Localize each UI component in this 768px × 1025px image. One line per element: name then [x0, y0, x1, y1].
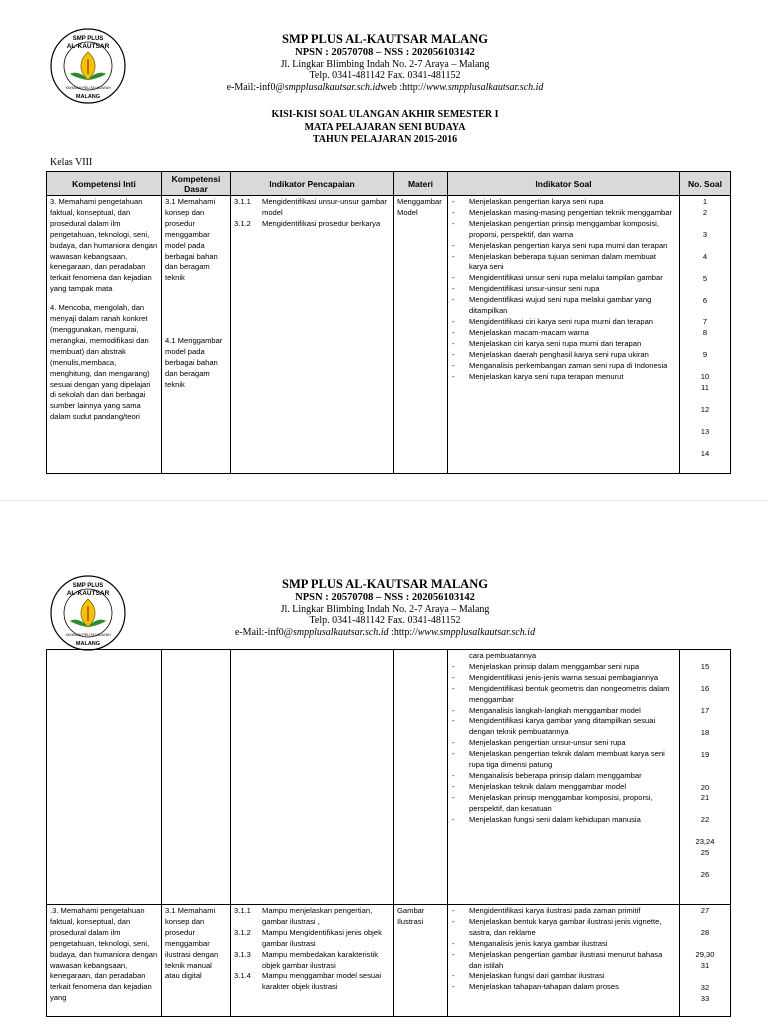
- table-row: [47, 196, 731, 474]
- list-item: - Mengidentifikasi karya gambar yang ditampilkan sesuai dengan teknik pembuatannya: [451, 716, 676, 738]
- logo-bottom-text: MALANG: [75, 94, 101, 100]
- grid-table-page-2: [46, 649, 731, 1017]
- document-title: KISI-KISI SOAL ULANGAN AKHIR SEMESTER I MATA PELAJARAN SENI BUDAYA TAHUN PELAJARAN 2015-2016: [271, 109, 499, 145]
- web-link[interactable]: www.smpplusalkautsar.sch.id: [426, 81, 544, 93]
- phone-line: Telp. 0341-481142 Fax. 0341-481152: [309, 615, 461, 626]
- table-header-row: [47, 172, 731, 196]
- logo-top-text: SMP PLUS: [72, 36, 104, 42]
- list-item: - Menganalisis langkah-langkah menggambar model: [451, 706, 676, 717]
- ki-cell: [47, 196, 162, 474]
- ip-item: 3.1.1 Mampu menjelaskan pengertian, gambar ilustrasi ,: [234, 906, 373, 926]
- list-item: - Mengidentifikasi unsur seni rupa melalui tampilan gambar: [451, 273, 676, 284]
- ip-item: 3.1.4 Mampu menggambar model sesuai karakter objek ilustrasi: [234, 971, 382, 992]
- contact-line: e-Mail:-inf0@smpplusalkautsar.sch.idweb :http://www.smpplusalkautsar.sch.id: [226, 81, 544, 93]
- materi-cell: Gambar Ilustrasi: [394, 905, 448, 1017]
- class-label: Kelas VIII: [50, 157, 93, 168]
- ip-item: 3.1.2 Mengidentifikasi prosedur berkarya: [234, 218, 381, 228]
- list-item: - Menjelaskan teknik dalam menggambar model: [451, 782, 676, 793]
- col-no-soal: No. Soal: [680, 172, 731, 196]
- document-page-1: [0, 0, 768, 490]
- list-item: - Mengidentifikasi ciri karya seni rupa murni dan terapan: [451, 317, 676, 328]
- materi-cell: Menggambar Model: [394, 196, 448, 474]
- svg-text:AL-KAUTSAR: AL-KAUTSAR: [66, 590, 110, 597]
- ip-cell: [231, 905, 394, 1017]
- list-item: - Mengidentifikasi bentuk geometris dan nongeometris dalam menggambar: [451, 684, 676, 706]
- svg-text:MALANG: MALANG: [75, 641, 101, 647]
- list-item: - Mengidentifikasi wujud seni rupa melalui gambar yang ditampilkan: [451, 295, 676, 317]
- table-row: [47, 650, 731, 905]
- ip-item: 3.1.1 Mengidentifikasi unsur-unsur gambar model: [234, 197, 387, 217]
- col-materi: Materi: [394, 172, 448, 196]
- list-item: - Menjelaskan macam-macam warna: [451, 328, 676, 339]
- no-soal-cell: 1 2 3 4 5 6 7 8 9 10 11 12 13 14: [680, 196, 731, 474]
- list-item: - Menjelaskan masing-masing pengertian teknik menggambar: [451, 208, 676, 219]
- kd-3-text: 3.1 Memahami konsep dan prosedur menggambar model pada berbagai bahan dan beragam teknik: [165, 197, 218, 283]
- school-logo: [48, 26, 128, 106]
- svg-text:SMP PLUS: SMP PLUS: [72, 583, 104, 589]
- letterhead: [150, 576, 620, 638]
- kd-cell: 3.1 Memahami konsep dan prosedur menggambar ilustrasi dengan teknik manual atau digital: [162, 905, 231, 1017]
- contact-line: e-Mail:-inf0@smpplusalkautsar.sch.id :http://www.smpplusalkautsar.sch.id: [234, 626, 536, 638]
- list-item: - Menganalisis jenis karya gambar ilustrasi: [451, 939, 676, 950]
- list-item: - Mengidentifikasi unsur-unsur seni rupa: [451, 284, 676, 295]
- logo-ribbon-text: YAYASAN PELITA HIDAYAH: [65, 86, 111, 90]
- list-item: - Menganalisis perkembangan zaman seni rupa di Indonesia: [451, 361, 676, 372]
- npsn-line: NPSN : 20570708 – NSS : 202056103142: [295, 47, 475, 58]
- list-item: - Mengidentifikasi karya ilustrasi pada zaman primitif: [451, 906, 676, 917]
- list-item: - Menjelaskan fungsi seni dalam kehidupan manusia: [451, 815, 676, 826]
- email-domain[interactable]: smpplusalkautsar.sch.id: [293, 626, 389, 638]
- col-indikator-soal: Indikator Soal: [448, 172, 680, 196]
- list-item: - Mengidentifikasi jenis-jenis warna sesuai pembagiannya: [451, 673, 676, 684]
- no-soal-cell: 15 16 17 18 19 20 21 22 23,24 25 26: [680, 650, 731, 905]
- col-kompetensi-dasar: Kompetensi Dasar: [162, 172, 231, 196]
- indikator-soal-cell: [448, 196, 680, 474]
- letterhead: [150, 31, 620, 93]
- email-domain[interactable]: smpplusalkautsar.sch.id: [284, 81, 381, 93]
- list-item: - Menjelaskan tahapan-tahapan dalam proses: [451, 982, 676, 993]
- school-name: SMP PLUS AL-KAUTSAR MALANG: [282, 32, 488, 46]
- ip-item: 3.1.3 Mampu membedakan karakteristik objek gambar ilustrasi: [234, 949, 379, 970]
- list-item: - Menjelaskan pengertian karya seni rupa: [451, 197, 676, 208]
- no-soal-cell: 27 28 29,30 31 32 33: [680, 905, 731, 1017]
- list-item: - Menjelaskan karya seni rupa terapan menurut: [451, 372, 676, 383]
- col-kompetensi-inti: Kompetensi Inti: [47, 172, 162, 196]
- col-indikator-pencapaian: Indikator Pencapaian: [231, 172, 394, 196]
- kd-cell: [162, 196, 231, 474]
- school-name: SMP PLUS AL-KAUTSAR MALANG: [282, 577, 488, 591]
- list-item: - Menjelaskan daerah penghasil karya seni rupa ukiran: [451, 350, 676, 361]
- school-logo: [48, 573, 128, 653]
- list-item: - Menjelaskan ciri karya seni rupa murni dan terapan: [451, 339, 676, 350]
- list-item: - Menjelaskan fungsi dari gambar ilustrasi: [451, 971, 676, 982]
- phone-line: Telp. 0341-481142 Fax. 0341-481152: [309, 70, 461, 81]
- svg-text:YAYASAN PELITA HIDAYAH: YAYASAN PELITA HIDAYAH: [65, 633, 111, 637]
- logo-arc-text: AL-KAUTSAR: [66, 43, 110, 50]
- ip-cell: [231, 196, 394, 474]
- list-item: - Menjelaskan pengertian unsur-unsur seni rupa: [451, 738, 676, 749]
- ki-cell: .3. Memahami pengetahuan faktual, konseptual, dan prosedural dalam ilm pengetahuan, teknologi, seni, budaya, dan humaniora dengan wawasan kebangsaan, kenegaraan, dan peradaban terkait fenomena dan kejadian yang: [47, 905, 162, 1017]
- list-item: - Menjelaskan pengertian gambar ilustrasi menurut bahasa dan istilah: [451, 950, 676, 972]
- list-item: - Menjelaskan prinsip dalam menggambar seni rupa: [451, 662, 676, 673]
- kd-4-text: 4.1 Menggambar model pada berbagai bahan dan beragam teknik: [165, 336, 223, 389]
- ki-4-text: 4. Mencoba, mengolah, dan menyaji dalam ranah konkret (menggunakan, mengurai, merangkai, memodifikasi dan membuat) dan abstrak (menulis,membaca, menghitung, dan mengarang) sesuai dengan yang dipelajari di sekolah dan dari berbagai sumber lainnya yang sama dalam sudut pandang/teori: [50, 303, 151, 422]
- ip-item: 3.1.2 Mampu Mengidentifikasi jenis objek gambar ilustrasi: [234, 927, 382, 948]
- list-item: - Menganalisis beberapa prinsip dalam menggambar: [451, 771, 676, 782]
- list-item: - Menjelaskan prinsip menggambar komposisi, proporsi, perspektif, dan kesatuan: [451, 793, 676, 815]
- list-item: - Menjelaskan beberapa tujuan seniman dalam membuat karya seni: [451, 252, 676, 274]
- ki-3-text: 3. Memahami pengetahuan faktual, konseptual, dan prosedural dalam ilm pengetahuan, teknologi, seni, budaya, dan humaniora dengan wawasan kebangsaan, kenegaraan, dan peradaban terkait fenomena dan kejadian yang tampak mata: [50, 197, 158, 294]
- address-line: Jl. Lingkar Blimbing Indah No. 2-7 Araya – Malang: [280, 603, 490, 615]
- npsn-line: NPSN : 20570708 – NSS : 202056103142: [295, 592, 475, 603]
- address-line: Jl. Lingkar Blimbing Indah No. 2-7 Araya – Malang: [280, 58, 490, 70]
- web-link[interactable]: www.smpplusalkautsar.sch.id: [417, 626, 536, 638]
- continued-text: cara pembuatannya: [469, 651, 537, 660]
- list-item: - Menjelaskan bentuk karya gambar ilustrasi jenis vignette, sastra, dan reklame: [451, 917, 676, 939]
- document-page-2: [0, 500, 768, 1025]
- indikator-soal-cell: [448, 650, 680, 905]
- table-row: [47, 905, 731, 1017]
- grid-table-page-1: [46, 171, 731, 474]
- list-item: - Menjelaskan pengertian prinsip menggambar komposisi, proporsi, perspektif, dan warna: [451, 219, 676, 241]
- indikator-soal-cell: [448, 905, 680, 1017]
- list-item: - Menjelaskan pengertian karya seni rupa murni dan terapan: [451, 241, 676, 252]
- list-item: - Menjelaskan pengertian teknik dalam membuat karya seni rupa tiga dimensi patung: [451, 749, 676, 771]
